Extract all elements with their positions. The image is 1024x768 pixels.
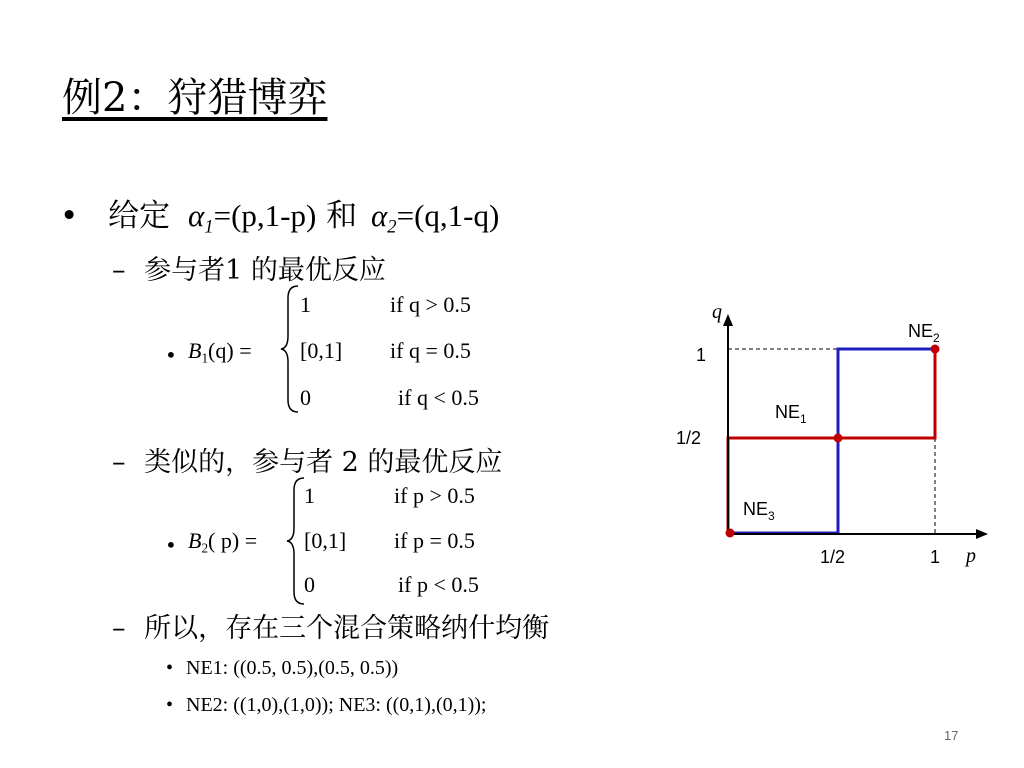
alpha1-symbol: $\alpha_1$ xyxy=(188,198,214,238)
x-axis-label: p xyxy=(966,545,976,567)
page-title: 例2：狩猎博弈 xyxy=(62,75,328,121)
y-tick-half: 1/2 xyxy=(676,428,702,448)
ne2-ne3-text: NE2: ((1,0),(1,0)); NE3: ((0,1),(0,1)); xyxy=(186,694,487,716)
br1-row2-cond: if q = 0.5 xyxy=(390,338,471,363)
sub2-text: 类似的，参与者 2 的最优反应 xyxy=(144,447,503,478)
br2-row2-value: [0,1] xyxy=(304,528,347,553)
br2-row3-cond: if p < 0.5 xyxy=(398,572,479,597)
x-tick-half: 1/2 xyxy=(820,547,846,567)
br1-arg: (q) = xyxy=(208,338,252,363)
br1-row1-value: 1 xyxy=(300,292,311,317)
ne1-label: $NE_1$ xyxy=(775,402,807,426)
br2-arg: ( p) = xyxy=(208,528,258,553)
ne3-point xyxy=(726,529,735,538)
ne2-point xyxy=(931,345,940,354)
sub3-text: 所以，存在三个混合策略纳什均衡 xyxy=(144,613,550,644)
br1-brace xyxy=(280,284,302,414)
bullet-dot: • xyxy=(165,343,177,367)
br2-row1-value: 1 xyxy=(304,483,315,508)
bullet-dot: • xyxy=(165,533,177,557)
br1-func: B xyxy=(188,338,202,363)
ne2-ne3-item xyxy=(166,694,486,717)
br2-row3-value: 0 xyxy=(304,572,315,597)
alpha2-value: =(q,1-q) xyxy=(396,198,500,233)
alpha1-value: =(p,1-p) xyxy=(213,198,317,233)
dash: – xyxy=(112,255,126,286)
bullet-dot: • xyxy=(166,694,174,716)
dash: – xyxy=(112,447,126,478)
subbullet-player1 xyxy=(112,248,386,287)
ne1-text: NE1: ((0.5, 0.5),(0.5, 0.5)) xyxy=(186,657,399,679)
ne1-point xyxy=(834,434,843,443)
br2-sub: 2 xyxy=(201,540,209,556)
best-response-diagram xyxy=(660,290,1000,590)
ne3-label: $NE_3$ xyxy=(743,499,775,523)
ne2-label: $NE_2$ xyxy=(908,321,940,345)
br2-func: B xyxy=(188,528,202,553)
br2-row1-cond: if p > 0.5 xyxy=(394,483,475,508)
br1-row1-cond: if q > 0.5 xyxy=(390,292,471,317)
ne1-item xyxy=(166,657,398,680)
br1-row2-value: [0,1] xyxy=(300,338,343,363)
br2-row2-cond: if p = 0.5 xyxy=(394,528,475,553)
dash: – xyxy=(112,613,126,644)
alpha2-symbol: $\alpha_2$ xyxy=(371,198,397,238)
bullet-dot: • xyxy=(166,657,174,679)
x-tick-1: 1 xyxy=(930,547,941,567)
bullet-dot: • xyxy=(60,198,79,234)
y-tick-1: 1 xyxy=(696,345,707,365)
x-axis-arrow xyxy=(976,529,988,539)
subbullet-player2 xyxy=(112,440,502,479)
br1-row3-cond: if q < 0.5 xyxy=(398,385,479,410)
y-axis-arrow xyxy=(723,314,733,326)
subbullet-conclusion xyxy=(112,606,549,645)
bullet-given xyxy=(60,190,500,238)
and-text: 和 xyxy=(326,198,358,234)
sub1-text: 参与者1 的最优反应 xyxy=(144,255,386,286)
br2-lhs xyxy=(188,528,257,554)
y-axis-label: q xyxy=(712,301,722,323)
given-text: 给定 xyxy=(108,198,171,234)
br1-sub: 1 xyxy=(201,350,209,366)
br1-lhs xyxy=(188,338,252,364)
br1-row3-value: 0 xyxy=(300,385,311,410)
page-number: 17 xyxy=(944,728,959,743)
